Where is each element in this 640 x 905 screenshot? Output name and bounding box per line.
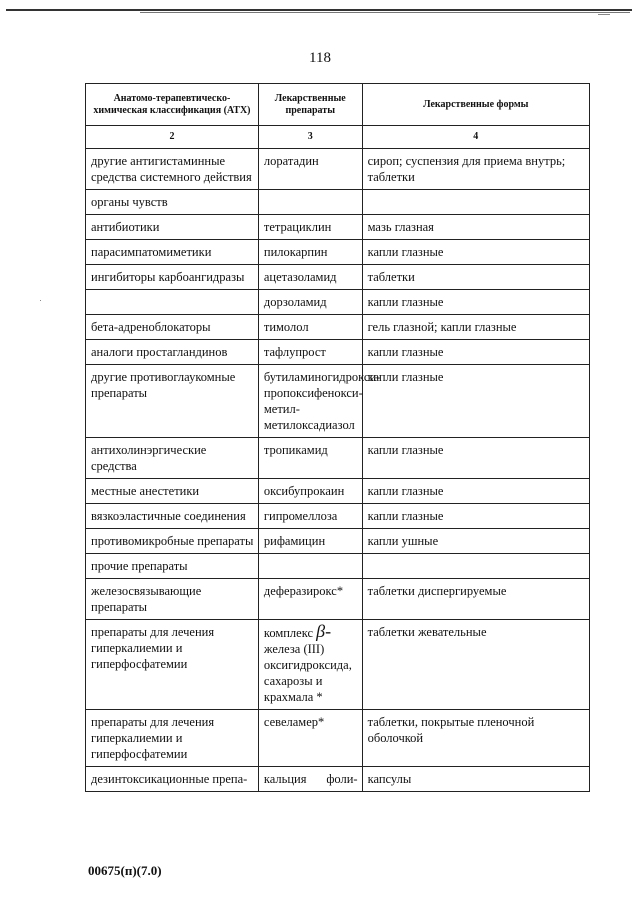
- column-number-row: [86, 126, 590, 149]
- drug-cell: [258, 620, 362, 710]
- drug-cell: рифамицин: [258, 529, 362, 554]
- table-row: [86, 365, 590, 438]
- column-number: 2: [86, 126, 259, 149]
- drug-cell: деферазирокс*: [258, 579, 362, 620]
- top-rule: [6, 9, 632, 11]
- drug-cell: пилокарпин: [258, 240, 362, 265]
- drug-cell: оксибупрокаин: [258, 479, 362, 504]
- footer-code: 00675(п)(7.0): [88, 863, 162, 878]
- form-cell: капсулы: [362, 767, 589, 792]
- atx-cell: вязкоэластичные соединения: [86, 504, 259, 529]
- table-row: [86, 620, 590, 710]
- table-row: [86, 265, 590, 290]
- drug-cell: тропикамид: [258, 438, 362, 479]
- form-cell: капли глазные: [362, 240, 589, 265]
- atx-cell: антибиотики: [86, 215, 259, 240]
- drug-text: железа (III) оксигидроксида, сахарозы и крахмала *: [263, 642, 352, 704]
- form-cell: [362, 190, 589, 215]
- drug-text: фоли-: [326, 772, 358, 786]
- atx-cell: препараты для лечения гиперкалиемии и гиперфосфатемии: [86, 710, 259, 767]
- form-cell: капли глазные: [362, 290, 589, 315]
- atx-cell: другие противоглаукомные препараты: [86, 365, 259, 438]
- drug-cell: ацетазоламид: [258, 265, 362, 290]
- form-cell: капли глазные: [362, 365, 589, 438]
- drug-cell: [258, 190, 362, 215]
- drug-cell: дорзоламид: [258, 290, 362, 315]
- header-drugs: Лекарственные препараты: [258, 84, 362, 126]
- atx-cell: противомикробные препараты: [86, 529, 259, 554]
- table-row: [86, 149, 590, 190]
- drug-cell: тафлупрост: [258, 340, 362, 365]
- column-number: 3: [258, 126, 362, 149]
- atx-cell: бета-адреноблокаторы: [86, 315, 259, 340]
- atx-cell: местные анестетики: [86, 479, 259, 504]
- atx-cell: парасимпатомиметики: [86, 240, 259, 265]
- form-cell: мазь глазная: [362, 215, 589, 240]
- scan-mark: [598, 14, 610, 15]
- form-cell: капли глазные: [362, 479, 589, 504]
- drug-cell: тетрациклин: [258, 215, 362, 240]
- table-row: [86, 554, 590, 579]
- table-row: [86, 290, 590, 315]
- drug-cell: [258, 767, 362, 792]
- form-cell: капли глазные: [362, 504, 589, 529]
- column-number: 4: [362, 126, 589, 149]
- form-cell: сироп; суспензия для приема внутрь; таблетки: [362, 149, 589, 190]
- atx-cell: прочие препараты: [86, 554, 259, 579]
- atx-cell: ингибиторы карбоангидразы: [86, 265, 259, 290]
- table-row: [86, 710, 590, 767]
- form-cell: капли глазные: [362, 340, 589, 365]
- drug-cell: тимолол: [258, 315, 362, 340]
- table-row: [86, 529, 590, 554]
- atx-cell: другие антигистаминные средства системного действия: [86, 149, 259, 190]
- table-row: [86, 215, 590, 240]
- drug-cell: бутиламиногидрокси-пропоксифенокси-метил-метилоксадиазол: [258, 365, 362, 438]
- header-forms: Лекарственные формы: [362, 84, 589, 126]
- atx-cell: антихолинэргические средства: [86, 438, 259, 479]
- form-cell: таблетки диспергируемые: [362, 579, 589, 620]
- drug-cell: севеламер*: [258, 710, 362, 767]
- table-row: [86, 579, 590, 620]
- top-rule-secondary: [140, 12, 630, 13]
- beta-symbol: β-: [316, 621, 332, 641]
- form-cell: [362, 554, 589, 579]
- atx-cell: [86, 290, 259, 315]
- form-cell: таблетки, покрытые пленочной оболочкой: [362, 710, 589, 767]
- form-cell: гель глазной; капли глазные: [362, 315, 589, 340]
- atx-cell: железосвязывающие препараты: [86, 579, 259, 620]
- form-cell: капли ушные: [362, 529, 589, 554]
- form-cell: таблетки: [362, 265, 589, 290]
- form-cell: капли глазные: [362, 438, 589, 479]
- header-atx: Анатомо-терапевтическо-химическая классификация (АТХ): [86, 84, 259, 126]
- scan-speck: [40, 300, 41, 301]
- atx-table: [85, 83, 590, 792]
- atx-cell: органы чувств: [86, 190, 259, 215]
- table-row: [86, 504, 590, 529]
- table-row: [86, 767, 590, 792]
- drug-cell: гипромеллоза: [258, 504, 362, 529]
- atx-cell: аналоги простагландинов: [86, 340, 259, 365]
- table-row: [86, 240, 590, 265]
- atx-cell: препараты для лечения гиперкалиемии и гиперфосфатемии: [86, 620, 259, 710]
- table-row: [86, 190, 590, 215]
- drug-text: кальция: [263, 772, 307, 786]
- table-row: [86, 340, 590, 365]
- drug-text: комплекс: [263, 626, 314, 640]
- drug-cell: [258, 554, 362, 579]
- table-row: [86, 315, 590, 340]
- atx-cell: дезинтоксикационные препа-: [86, 767, 259, 792]
- form-cell: таблетки жевательные: [362, 620, 589, 710]
- page-number: 118: [309, 50, 331, 66]
- drug-cell: лоратадин: [258, 149, 362, 190]
- table-row: [86, 479, 590, 504]
- header-row: [86, 84, 590, 126]
- table-row: [86, 438, 590, 479]
